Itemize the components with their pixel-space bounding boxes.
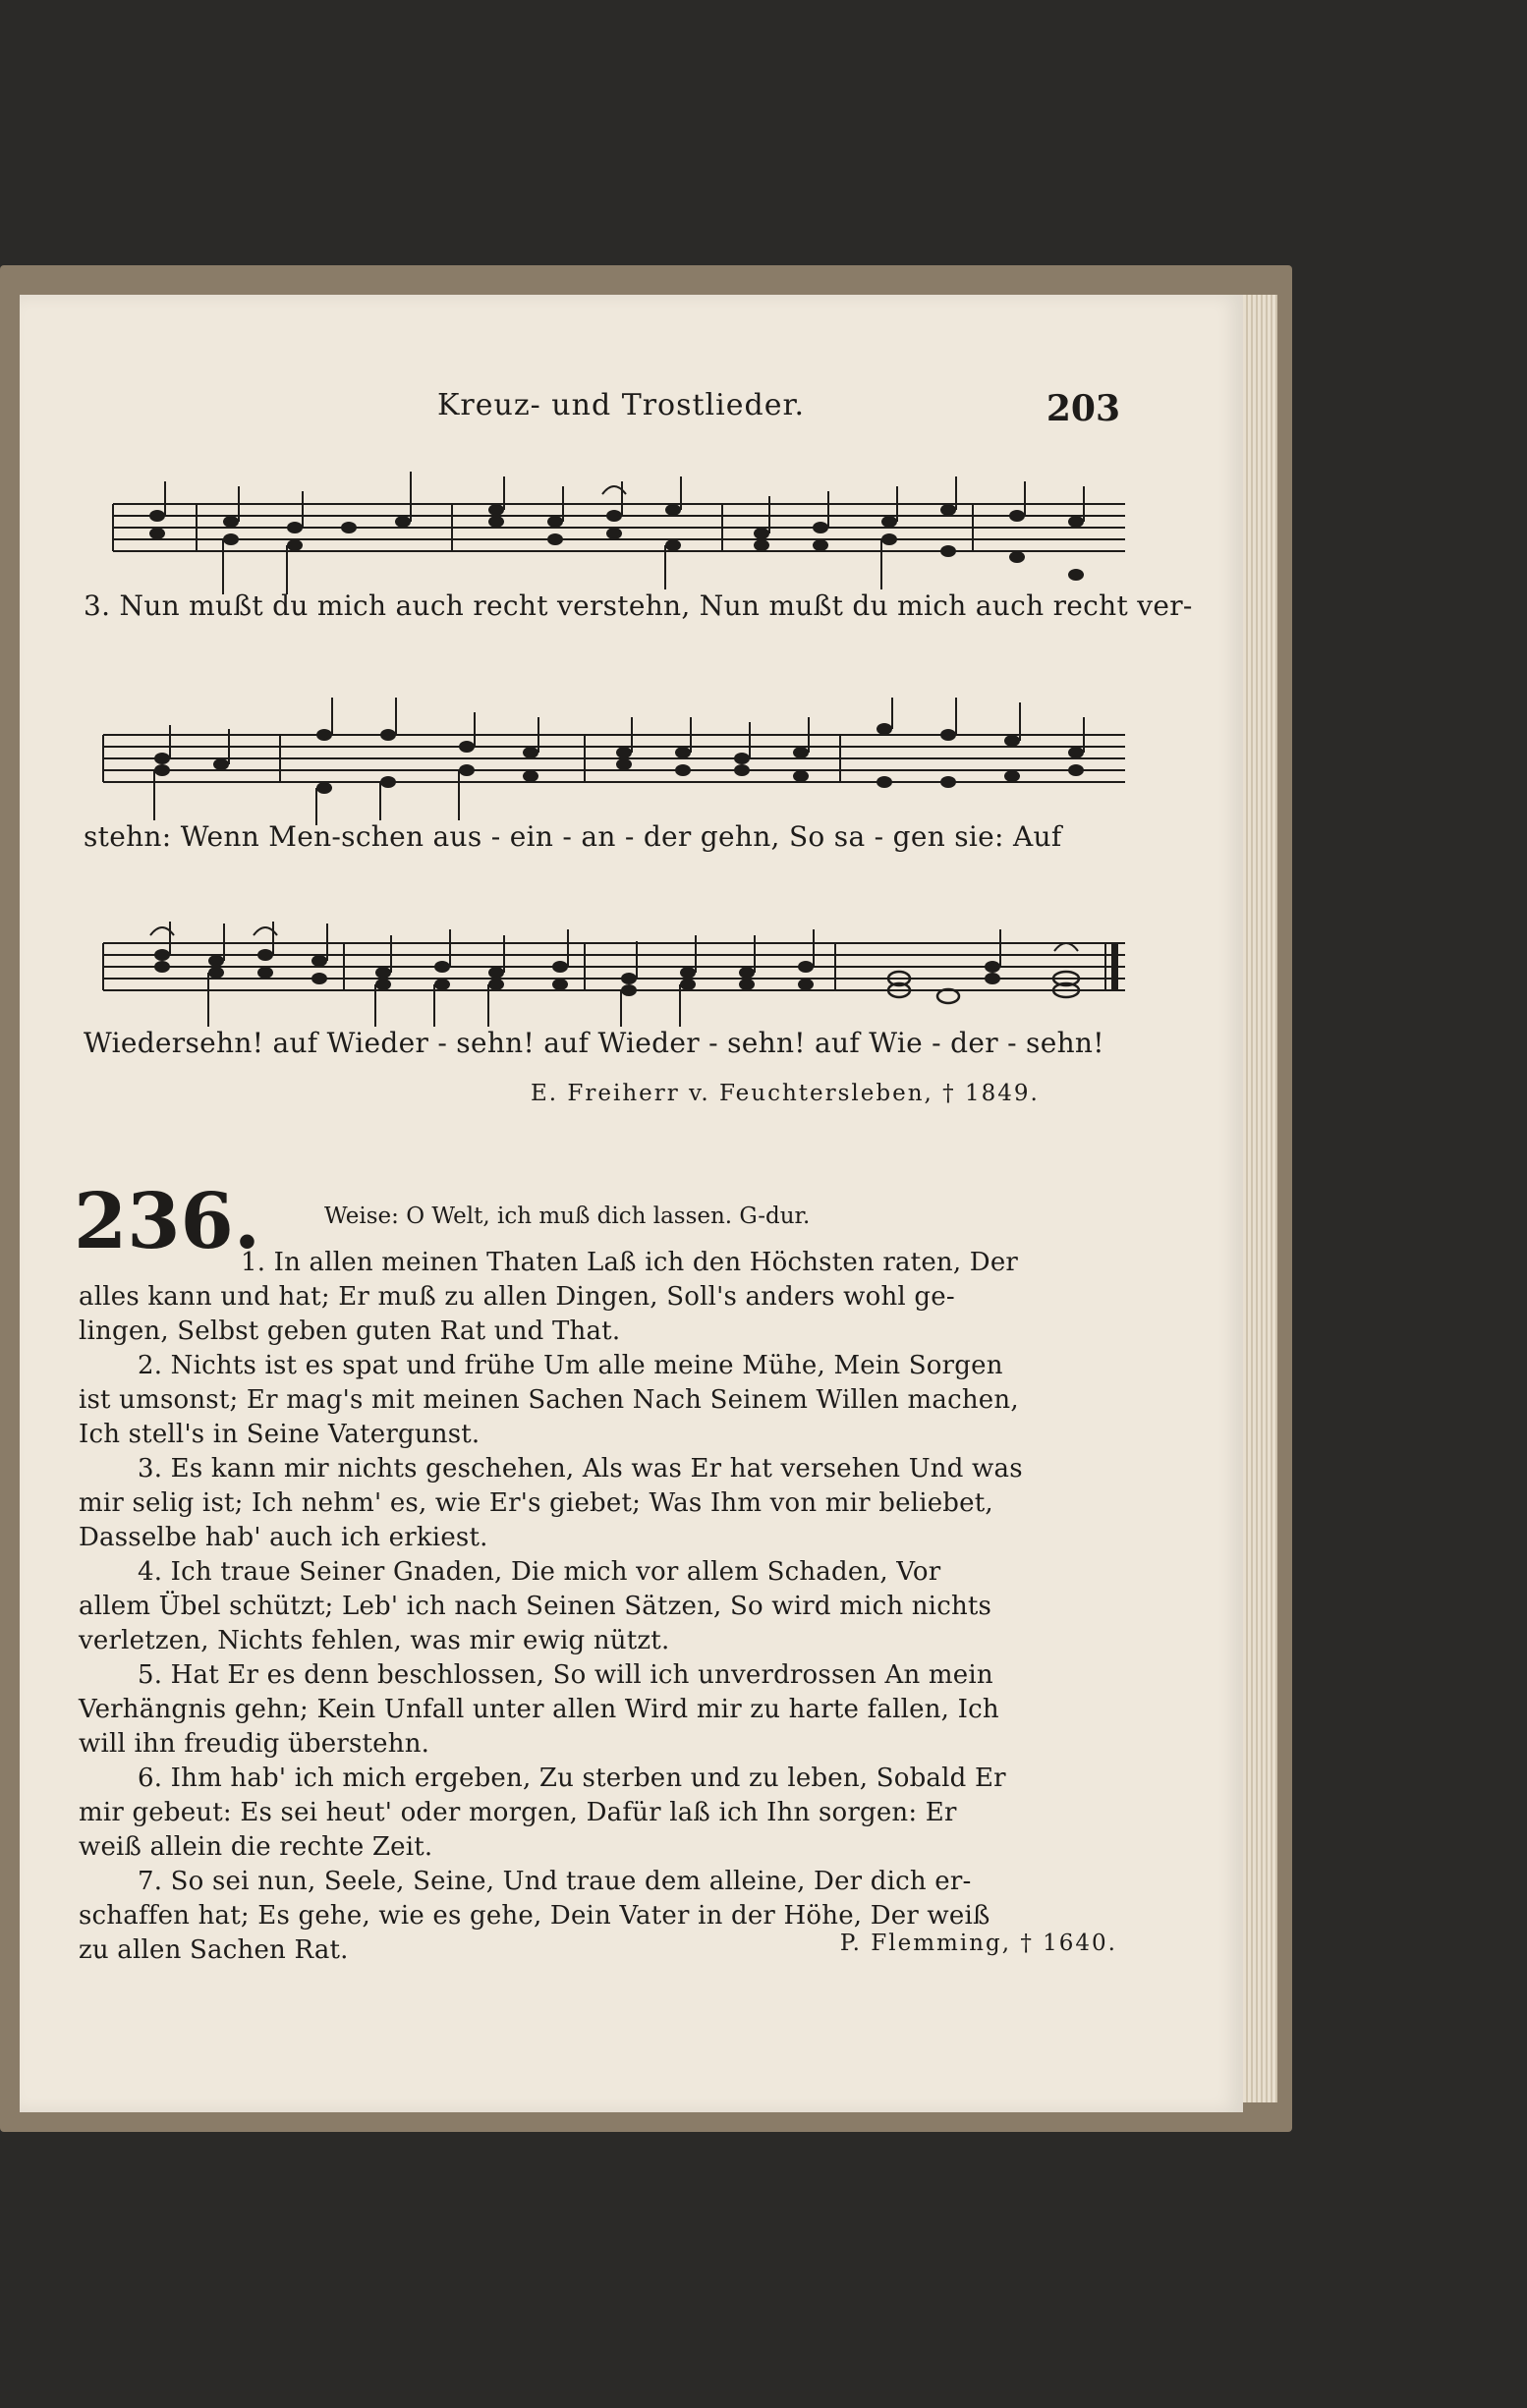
verse-line: 6. Ihm hab' ich mich ergeben, Zu sterben und zu leben, Sobald Er	[138, 1764, 1006, 1793]
hymn-tune: Weise: O Welt, ich muß dich lassen. G-dur.	[324, 1204, 811, 1229]
verse-line: zu allen Sachen Rat.	[79, 1935, 349, 1965]
verse-line: Verhängnis gehn; Kein Unfall unter allen Wird mir zu harte fallen, Ich	[79, 1695, 999, 1724]
verse-line: will ihn freudig überstehn.	[79, 1729, 430, 1759]
music-system-1	[84, 467, 1193, 644]
page-number: 203	[1046, 388, 1120, 429]
verse-line: 5. Hat Er es denn beschlossen, So will ich unverdrossen An mein	[138, 1660, 993, 1690]
lyric-line-2: stehn: Wenn Men-schen aus - ein - an - der gehn, So sa - gen sie: Auf	[84, 820, 1062, 853]
verse-line: allem Übel schützt; Leb' ich nach Seinen Sätzen, So wird mich nichts	[79, 1592, 992, 1621]
hymn-number: 236.	[74, 1177, 260, 1266]
verse-line: 4. Ich traue Seiner Gnaden, Die mich vor allem Schaden, Vor	[138, 1557, 941, 1587]
lyric-line-1: 3. Nun mußt du mich auch recht verstehn, Nun mußt du mich auch recht ver-	[84, 589, 1193, 622]
verse-line: alles kann und hat; Er muß zu allen Dingen, Soll's anders wohl ge-	[79, 1282, 955, 1312]
verse-line: 2. Nichts ist es spat und frühe Um alle meine Mühe, Mein Sorgen	[138, 1351, 1003, 1380]
staff-1	[84, 467, 1125, 604]
page-header	[20, 388, 1243, 437]
verse-line: mir gebeut: Es sei heut' oder morgen, Dafür laß ich Ihn sorgen: Er	[79, 1798, 957, 1827]
verse-line: Dasselbe hab' auch ich erkiest.	[79, 1523, 488, 1552]
verse-line: 7. So sei nun, Seele, Seine, Und traue dem alleine, Der dich er-	[138, 1867, 972, 1896]
book-page	[20, 295, 1243, 2112]
music-system-2	[84, 698, 1125, 874]
verse-line: mir selig ist; Ich nehm' es, wie Er's giebet; Was Ihm von mir beliebet,	[79, 1488, 993, 1518]
verse-line: verletzen, Nichts fehlen, was mir ewig nützt.	[79, 1626, 670, 1655]
lyric-line-3: Wiedersehn! auf Wieder - sehn! auf Wieder - sehn! auf Wie - der - sehn!	[84, 1027, 1104, 1059]
verse-line: 3. Es kann mir nichts geschehen, Als was Er hat versehen Und was	[138, 1454, 1023, 1484]
staff-3	[84, 894, 1125, 1032]
verse-line: Ich stell's in Seine Vatergunst.	[79, 1420, 481, 1449]
hymn-credit: P. Flemming, † 1640.	[839, 1931, 1117, 1956]
staff-2	[84, 698, 1125, 835]
verse-line: schaffen hat; Es gehe, wie es gehe, Dein Vater in der Höhe, Der weiß	[79, 1901, 990, 1931]
running-title: Kreuz- und Trostlieder.	[437, 388, 806, 422]
verse-line: 1. In allen meinen Thaten Laß ich den Höchsten raten, Der	[241, 1248, 1019, 1277]
music-credit: E. Freiherr v. Feuchtersleben, † 1849.	[531, 1081, 1040, 1106]
verse-line: ist umsonst; Er mag's mit meinen Sachen Nach Seinem Willen machen,	[79, 1385, 1019, 1415]
verse-line: weiß allein die rechte Zeit.	[79, 1832, 433, 1862]
music-system-3	[84, 894, 1125, 1106]
verse-line: lingen, Selbst geben guten Rat und That.	[79, 1316, 621, 1346]
